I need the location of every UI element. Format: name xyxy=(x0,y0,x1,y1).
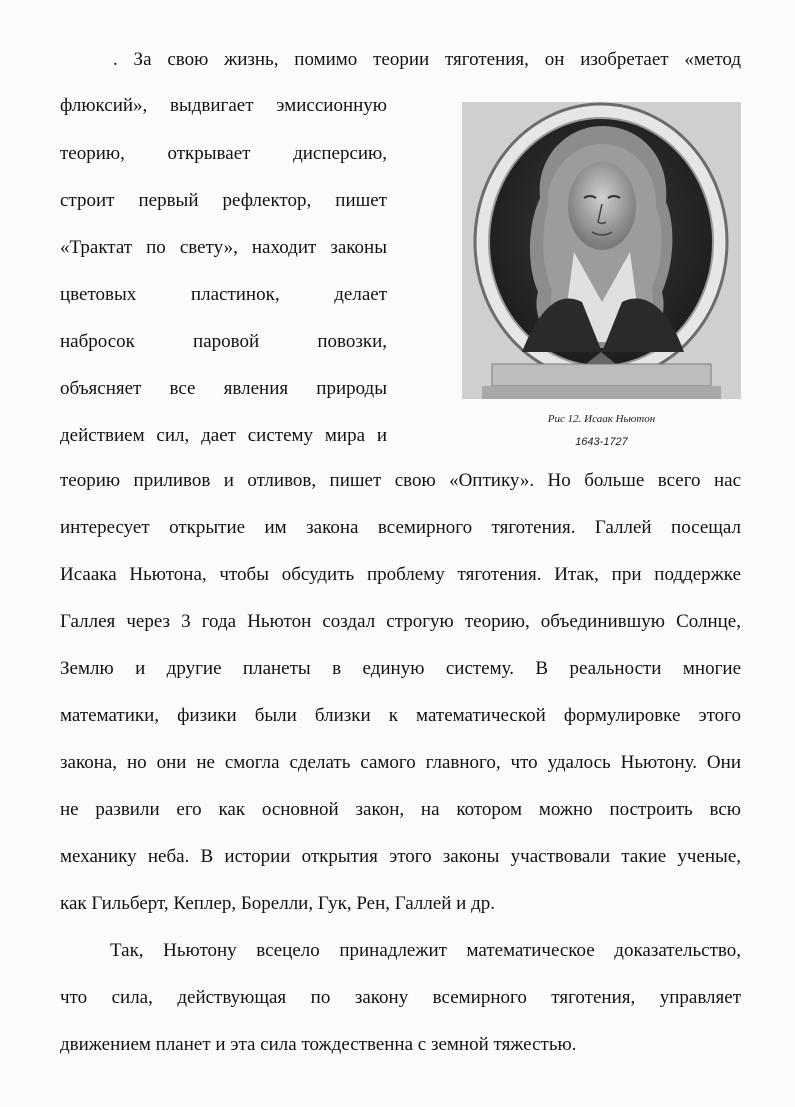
figure-years: 1643-1727 xyxy=(575,436,628,448)
text-line: Исаака Ньютона, чтобы обсудить проблему тяготения. Итак, при поддержке xyxy=(60,564,741,585)
text-line: закона, но они не смогла сделать самого главного, что удалось Ньютону. Они xyxy=(60,752,741,773)
figure-caption: Рис 12. Исаак Ньютон xyxy=(547,413,656,425)
text-line: Землю и другие планеты в единую систему. В реальности многие xyxy=(60,658,741,679)
text-line: механику неба. В истории открытия этого законы участвовали такие ученые, xyxy=(60,846,741,867)
text-line: теорию приливов и отливов, пишет свою «Оптику». Но больше всего нас xyxy=(60,470,741,491)
text-line: действием сил, дает систему мира и xyxy=(60,425,387,446)
portrait-image xyxy=(462,102,741,399)
text-line: набросок паровой повозки, xyxy=(60,331,387,352)
text-line: . За свою жизнь, помимо теории тяготения, он изобретает «метод xyxy=(113,49,741,70)
text-line: объясняет все явления природы xyxy=(60,378,387,399)
text-line: движением планет и эта сила тождественна с земной тяжестью. xyxy=(60,1034,577,1055)
text-line: что сила, действующая по закону всемирного тяготения, управляет xyxy=(60,987,741,1008)
portrait-engraving xyxy=(462,102,741,399)
text-line: математики, физики были близки к математической формулировке этого xyxy=(60,705,741,726)
text-line: Так, Ньютону всецело принадлежит математическое доказательство, xyxy=(110,940,741,961)
text-line: интересует открытие им закона всемирного тяготения. Галлей посещал xyxy=(60,517,741,538)
text-line: строит первый рефлектор, пишет xyxy=(60,190,387,211)
text-line: как Гильберт, Кеплер, Борелли, Гук, Рен, Галлей и др. xyxy=(60,893,496,914)
text-line: «Трактат по свету», находит законы xyxy=(60,237,387,258)
text-line: флюксий», выдвигает эмиссионную xyxy=(60,95,387,116)
text-line: цветовых пластинок, делает xyxy=(60,284,387,305)
text-line: Галлея через 3 года Ньютон создал строгую теорию, объединившую Солнце, xyxy=(60,611,741,632)
text-line: не развили его как основной закон, на котором можно построить всю xyxy=(60,799,741,820)
text-line: теорию, открывает дисперсию, xyxy=(60,143,387,164)
